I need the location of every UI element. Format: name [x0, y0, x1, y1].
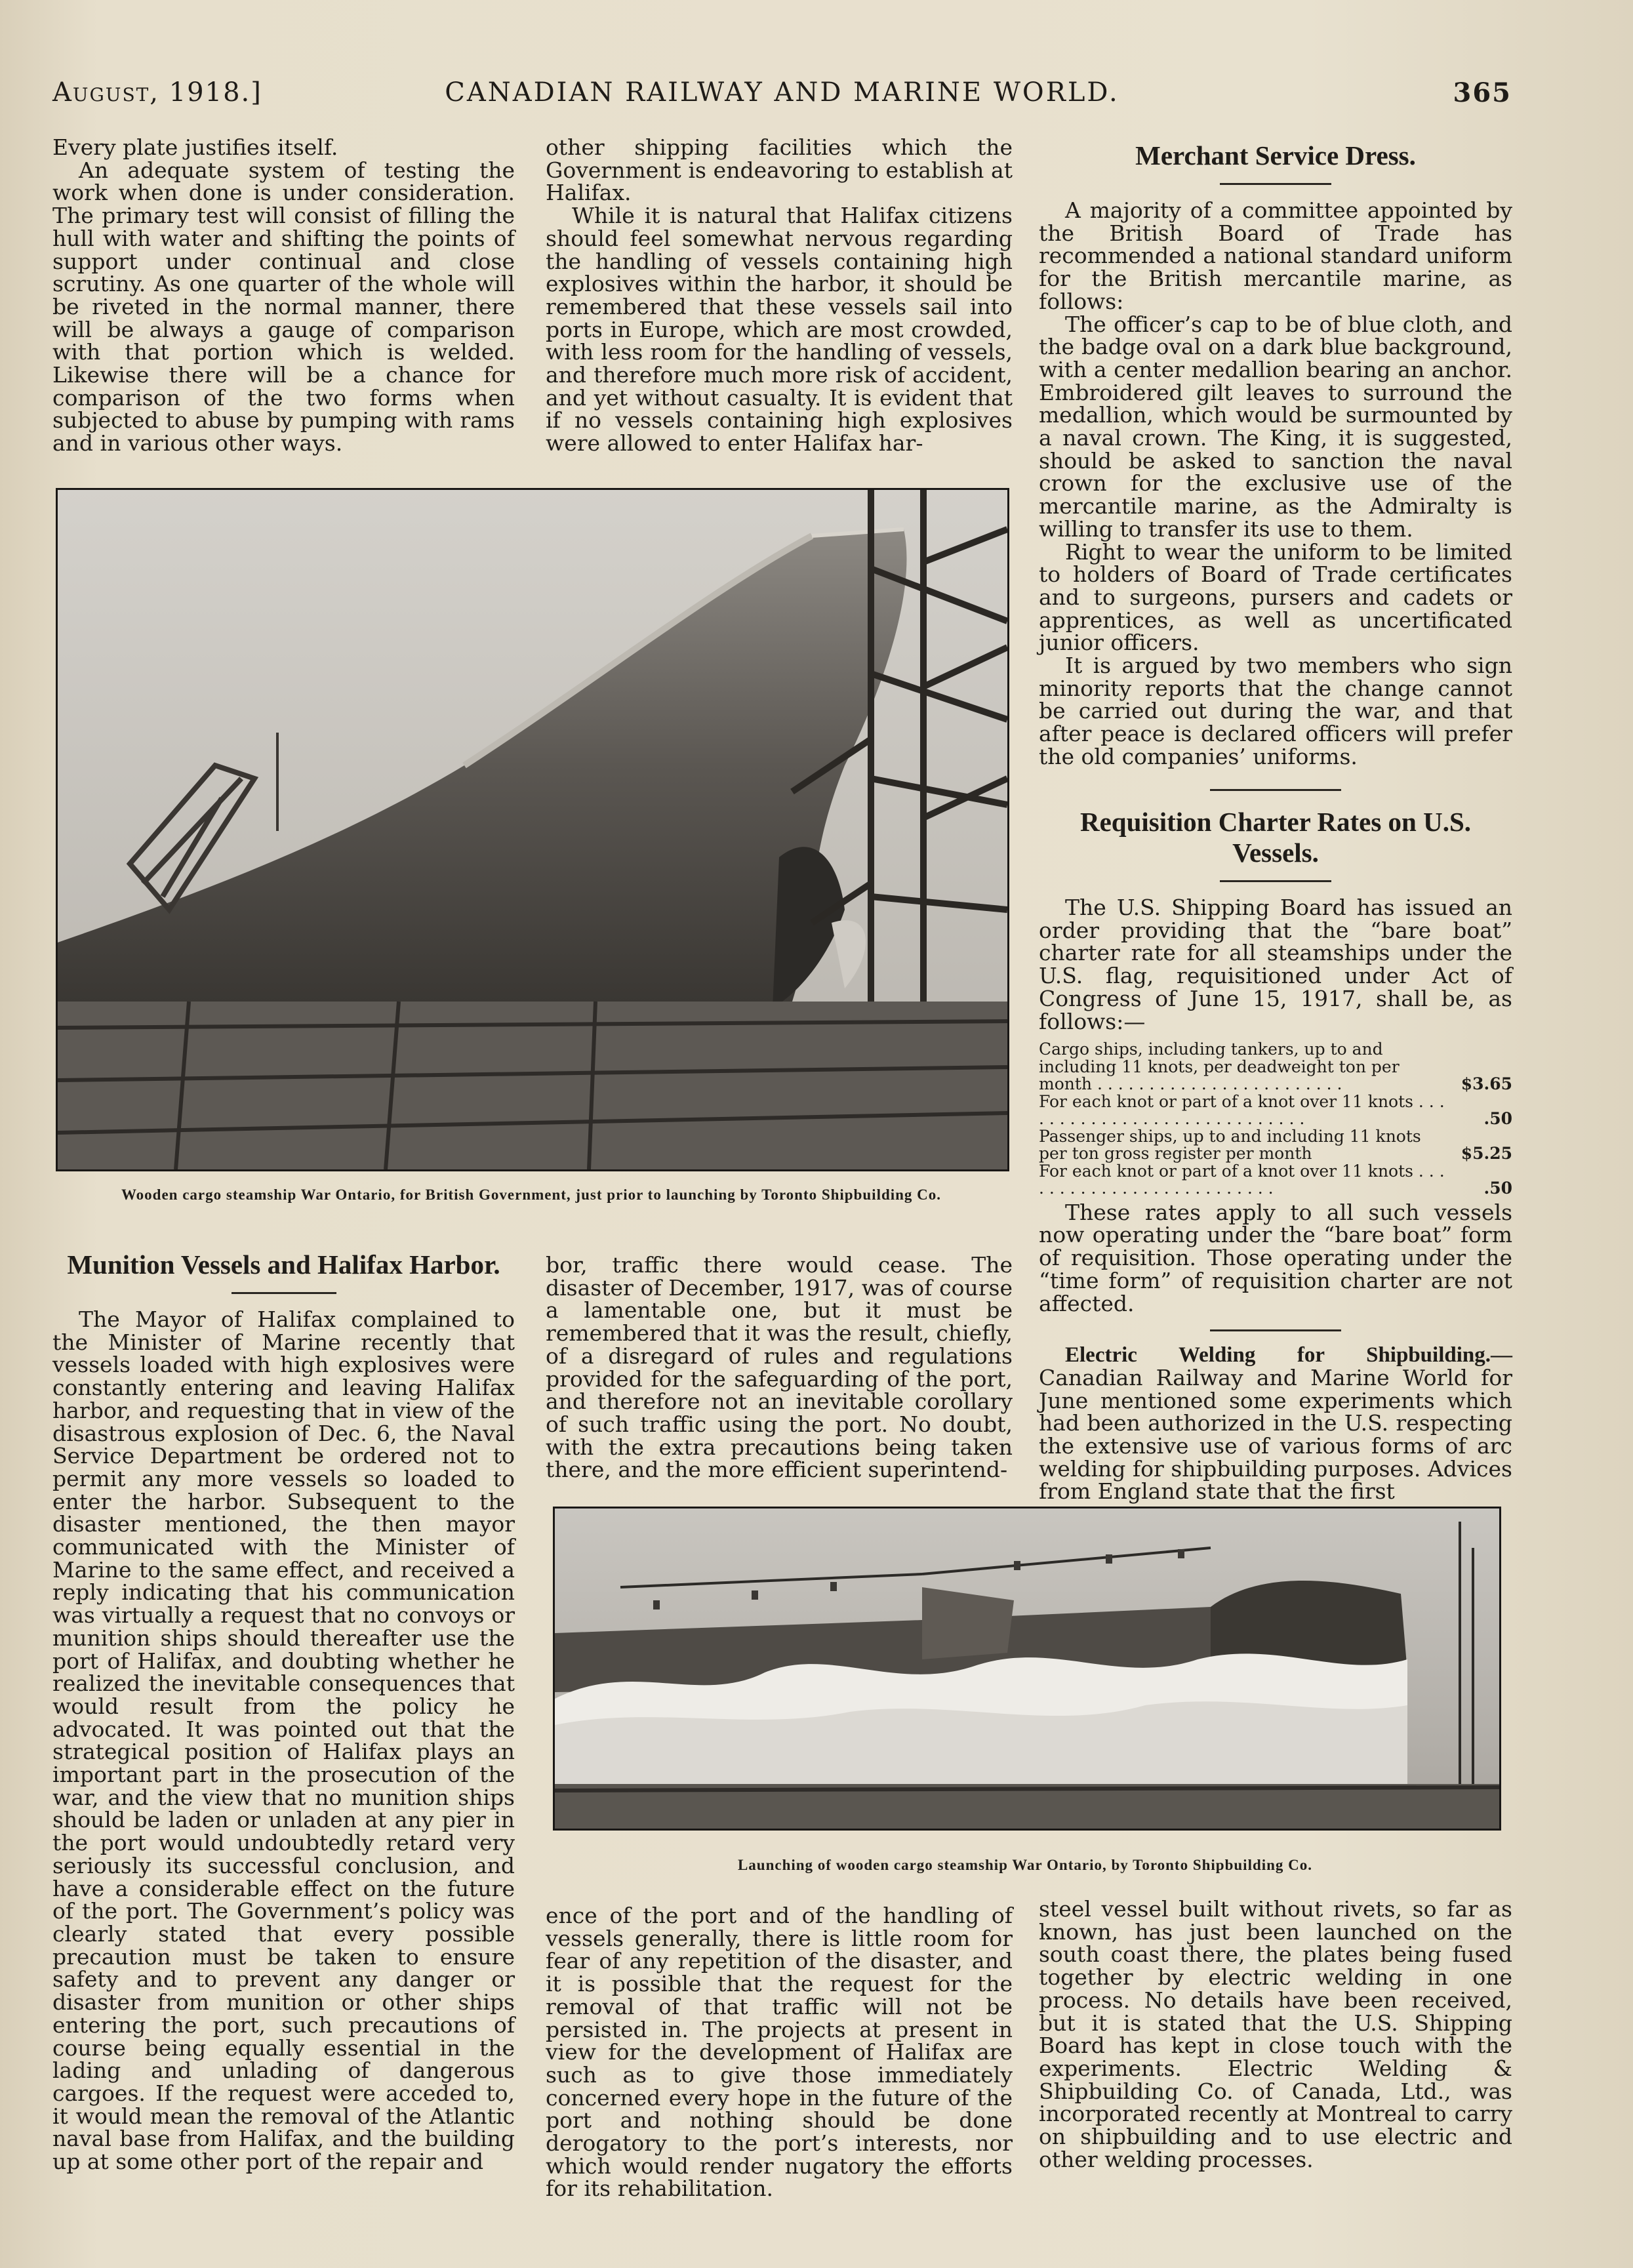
paragraph: It is argued by two members who sign minority reports that the change cannot be carried out during the war, and that after peace is declared officers will prefer the old companies’ uniforms.: [1039, 653, 1512, 769]
paragraph: While it is natural that Halifax citizens should feel somewhat nervous regarding the handling of vessels containing high explosives within the harbor, it should be remembered that these vessels sail into ports in Europe, which are most crowded, with less room for the handling of vessels, and therefore much more risk of accident, and yet without casualty. It is evident that if no vessels containing high explosives were allowed to enter Halifax har-: [546, 203, 1013, 456]
welding-lead: Electric Welding for Shipbuilding.—: [1065, 1343, 1512, 1367]
merchant-heading: Merchant Service Dress.: [1135, 140, 1416, 171]
col2-mid-text: [546, 1254, 1013, 1482]
col1-top-text: [52, 136, 515, 455]
requisition-heading: Requisition Charter Rates on U.S. Vessels.: [1079, 807, 1472, 868]
paragraph: The U.S. Shipping Board has issued an order providing that the “bare boat” charter rate for all steamships under the U.S. flag, requisitioned under Act of Congress of June 15, 1917, shall be, as follows:—: [1039, 895, 1512, 1034]
section-rule: [1210, 1329, 1341, 1331]
paragraph: ence of the port and of the handling of vessels generally, there is little room for fear of any repetition of the disaster, and it is possible that the request for the removal of that traffic will not be persisted in. The projects at present in view for the development of Halifax are such as to give those immediately concerned every hope in the future of the port and nothing should be done derogatory to the port’s interests, nor which would render nugatory the efforts for its rehabilitation.: [546, 1903, 1013, 2202]
paragraph: other shipping facilities which the Government is endeavoring to establish at Halifax.: [546, 134, 1013, 206]
heading-rule: [1220, 880, 1331, 882]
page-header: [52, 77, 1512, 117]
requisition-article: [1039, 789, 1512, 1503]
merchant-service-article: [1039, 140, 1512, 769]
paragraph: A majority of a committee appointed by the British Board of Trade has recommended a national standard uniform for the British mercantile marine, as follows:: [1039, 197, 1512, 314]
rate-description: Cargo ships, including tankers, up to and including 11 knots, per deadweight ton per month . . . . . . . . . . . . . . . . . . . . . . . .: [1039, 1040, 1400, 1094]
ship-on-ways-photo: [56, 488, 1009, 1171]
col2-bottom-text: [546, 1905, 1013, 2200]
col2-top-text: [546, 136, 1013, 455]
ship-hull-illustration: [58, 490, 1007, 1169]
paragraph: These rates apply to all such vessels now operating under the “bare boat” form of requisition. Those operating under the “time form” of requisition charter are not affected.: [1039, 1199, 1512, 1316]
rate-amount: $5.25: [1461, 1144, 1512, 1164]
rate-description: Passenger ships, up to and including 11 knots per ton gross register per month: [1039, 1126, 1421, 1164]
paragraph: bor, traffic there would cease. The disaster of December, 1917, was of course a lamentable one, but it must be remembered that it was the result, chiefly, of a disregard of rules and regulations provided for the safeguarding of the port, and therefore not an inevitable corollary of such traffic using the port. No doubt, with the extra precautions being taken there, and the more efficient superintend-: [546, 1252, 1013, 1483]
munition-article: [52, 1249, 515, 2174]
rates-table: [1039, 1041, 1512, 1198]
rate-amount: .50: [1483, 1109, 1512, 1129]
rate-amount: .50: [1483, 1179, 1512, 1198]
welding-article: [1039, 1343, 1512, 1503]
paragraph: The officer’s cap to be of blue cloth, and the badge oval on a dark blue background, with a center medallion bearing an anchor. Embroidered gilt leaves to surround the medallion, which would be surmounted by a naval crown. The King, it is suggested, should be asked to sanction the naval crown for the exclusive use of the mercantile marine, as the Admiralty is willing to transfer its use to them.: [1039, 311, 1512, 542]
paragraph: Right to wear the uniform to be limited to holders of Board of Trade certificates and to surgeons, pursers and cadets or apprentices, as well as uncertificated junior officers.: [1039, 538, 1512, 656]
launch-illustration: [555, 1509, 1499, 1829]
photo2-caption: Launching of wooden cargo steamship War Ontario, by Toronto Shipbuilding Co.: [737, 1857, 1313, 1873]
munition-heading: Munition Vessels and Halifax Harbor.: [67, 1249, 500, 1280]
journal-title: CANADIAN RAILWAY AND MARINE WORLD.: [445, 77, 1119, 108]
rate-row: [1039, 1093, 1512, 1128]
photo1-caption: Wooden cargo steamship War Ontario, for British Government, just prior to launching by Toronto Shipbuilding Co.: [121, 1186, 942, 1203]
rate-description: For each knot or part of a knot over 11 knots . . . . . . . . . . . . . . . . . . . . . . . . . .: [1039, 1161, 1445, 1198]
section-rule: [1210, 789, 1341, 791]
rate-amount: $3.65: [1461, 1074, 1512, 1094]
heading-rule: [232, 1292, 336, 1294]
rate-row: [1039, 1163, 1512, 1198]
issue-date: August, 1918.]: [52, 77, 262, 108]
page-number: 365: [1453, 77, 1512, 108]
heading-rule: [1220, 183, 1331, 185]
paragraph: Every plate justifies itself.: [52, 134, 338, 160]
rate-row: [1039, 1128, 1512, 1163]
welding-text: Canadian Railway and Marine World for June mentioned some experiments which had been authorized in the U.S. respecting the extensive use of various forms of arc welding for shipbuilding purposes. Advices from England state that the first: [1039, 1364, 1512, 1505]
paragraph: An adequate system of testing the work when done is under consideration. The primary test will consist of filling the hull with water and shifting the points of support under continual and close scrutiny. As one quarter of the whole will be riveted in the normal manner, there will be always a gauge of comparison with that portion which is welded. Likewise there will be a chance for comparison of the two forms when subjected to abuse by pumping with rams and in various other ways.: [52, 157, 515, 456]
col3-bottom-text: [1039, 1898, 1512, 2171]
paragraph: steel vessel built without rivets, so far as known, has just been launched on the south coast there, the plates being fused together by electric welding in one process. No details have been received, but it is stated that the U.S. Shipping Board has kept in close touch with the experiments. Electric Welding & Shipbuilding Co. of Canada, Ltd., was incorporated recently at Montreal to carry on shipbuilding and to use electric and other welding processes.: [1039, 1896, 1512, 2172]
rate-row: [1039, 1041, 1512, 1093]
paragraph: The Mayor of Halifax complained to the Minister of Marine recently that vessels loaded with high explosives were constantly entering and leaving Halifax harbor, and requesting that in view of the disastrous explosion of Dec. 6, the Naval Service Department be ordered not to permit any more vessels so loaded to enter the harbor. Subsequent to the disaster mentioned, the then mayor communicated with the Minister of Marine to the same effect, and received a reply indicating that his communication was virtually a request that no convoys or munition ships should thereafter use the port of Halifax, and doubting whether he realized the inevitable consequences that would result from the policy he advocated. It was pointed out that the strategical position of Halifax plays an important part in the prosecution of the war, and the view that no munition ships should be laden or unladen at any pier in the port would undoubtedly retard very seriously its successful conclusion, and have a considerable effect on the future of the port. The Government’s policy was clearly stated that every possible precaution must be taken to ensure safety and to prevent any danger or disaster from munition or other ships entering the port, such precautions of course being equally essential in the lading and unlading of dangerous cargoes. If the request were acceded to, it would mean the removal of the Atlantic naval base from Halifax, and the building up at some other port of the repair and: [52, 1306, 515, 2175]
rate-description: For each knot or part of a knot over 11 knots . . . . . . . . . . . . . . . . . . . . . . . . . . . . .: [1039, 1091, 1445, 1129]
launching-photo: [553, 1507, 1501, 1831]
